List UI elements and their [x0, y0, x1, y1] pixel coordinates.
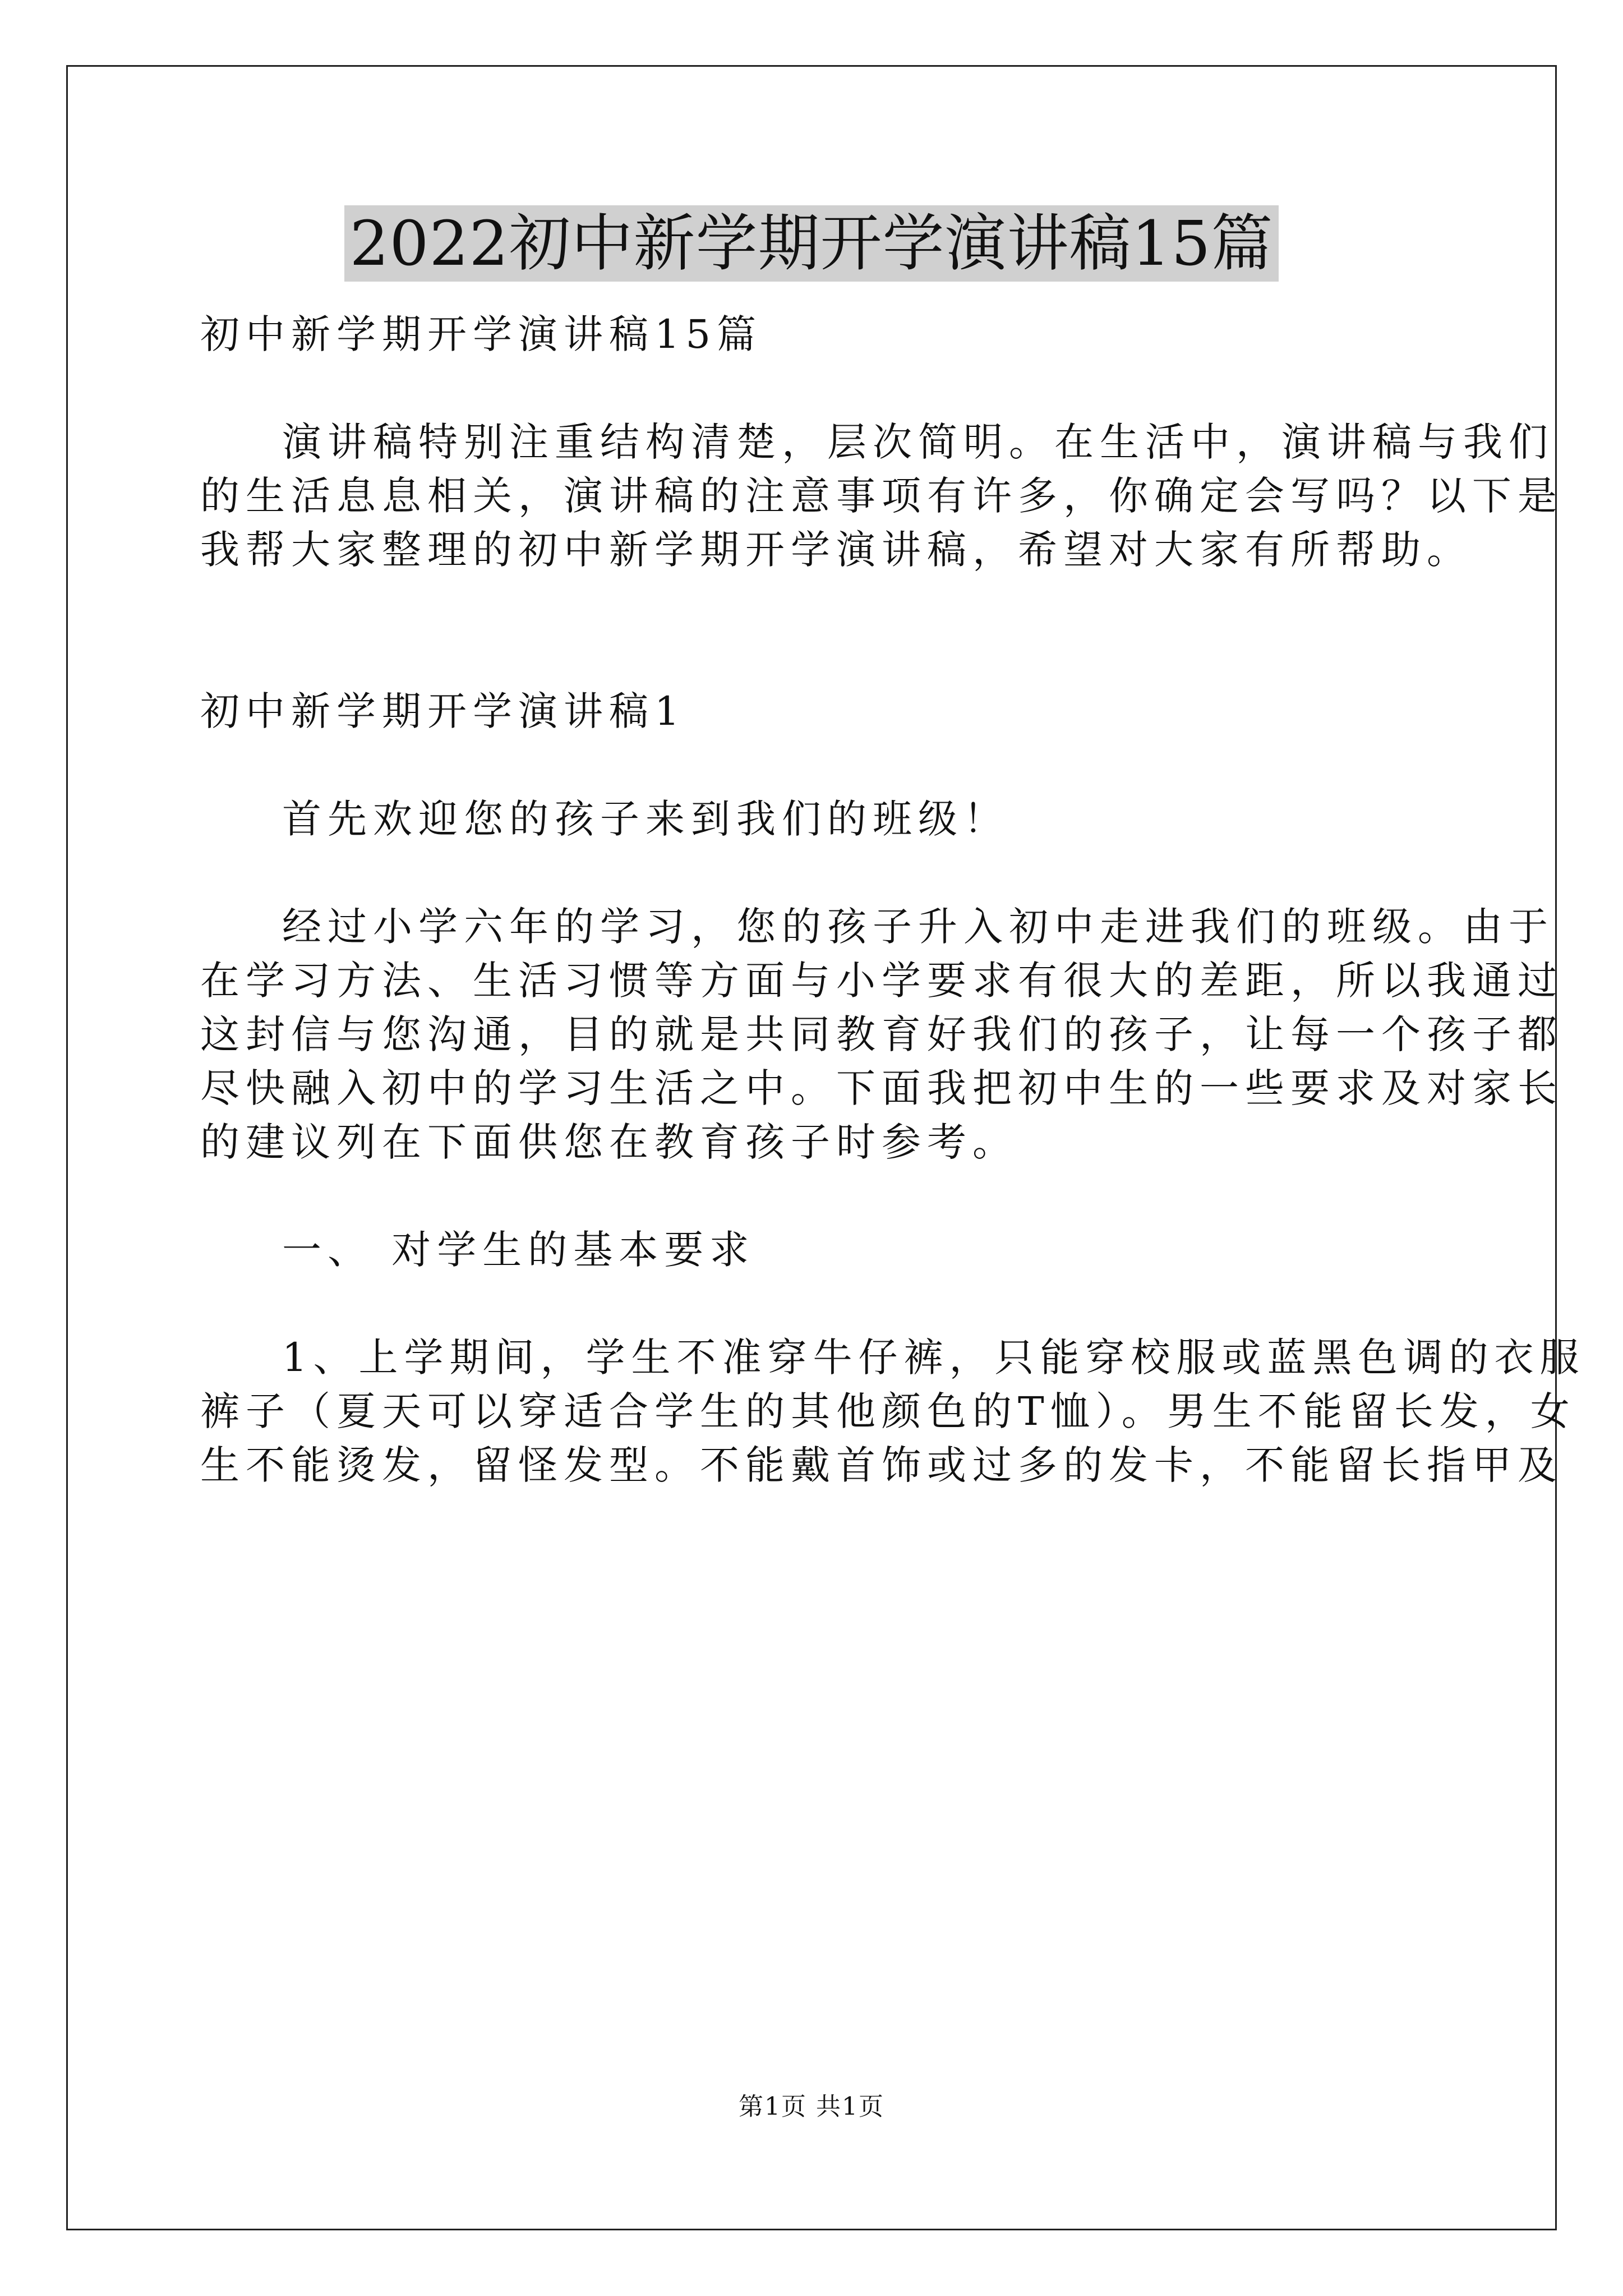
- intro-line-1: 演讲稿特别注重结构清楚，层次简明。在生活中，演讲稿与我们: [282, 419, 1554, 465]
- document-subtitle: 初中新学期开学演讲稿15篇: [200, 311, 763, 357]
- paragraph-line-4: 尽快融入初中的学习生活之中。下面我把初中生的一些要求及对家长: [200, 1065, 1563, 1111]
- item-line-1: 1、上学期间，学生不准穿牛仔裤，只能穿校服或蓝黑色调的衣服: [282, 1335, 1585, 1381]
- item-line-2: 裤子（夏天可以穿适合学生的其他颜色的T恤）。男生不能留长发，女: [200, 1388, 1576, 1434]
- paragraph-line-1: 经过小学六年的学习，您的孩子升入初中走进我们的班级。由于: [282, 904, 1554, 950]
- paragraph-line-5: 的建议列在下面供您在教育孩子时参考。: [200, 1119, 1018, 1165]
- intro-line-3: 我帮大家整理的初中新学期开学演讲稿，希望对大家有所帮助。: [200, 527, 1472, 573]
- list-heading: 一、 对学生的基本要求: [282, 1227, 755, 1273]
- welcome-line: 首先欢迎您的孩子来到我们的班级！: [282, 796, 1009, 842]
- document-body: [200, 307, 1585, 1492]
- item-line-3: 生不能烫发，留怪发型。不能戴首饰或过多的发卡，不能留长指甲及: [200, 1442, 1563, 1488]
- page-footer: 第1页 共1页: [739, 2092, 884, 2121]
- intro-line-2: 的生活息息相关，演讲稿的注意事项有许多，你确定会写吗？以下是: [200, 473, 1563, 519]
- document-title: 2022初中新学期开学演讲稿15篇: [344, 205, 1279, 282]
- paragraph-line-3: 这封信与您沟通，目的就是共同教育好我们的孩子，让每一个孩子都: [200, 1011, 1563, 1057]
- paragraph-line-2: 在学习方法、生活习惯等方面与小学要求有很大的差距，所以我通过: [200, 958, 1563, 1004]
- title-container: [0, 205, 1623, 282]
- section-heading: 初中新学期开学演讲稿1: [200, 688, 686, 734]
